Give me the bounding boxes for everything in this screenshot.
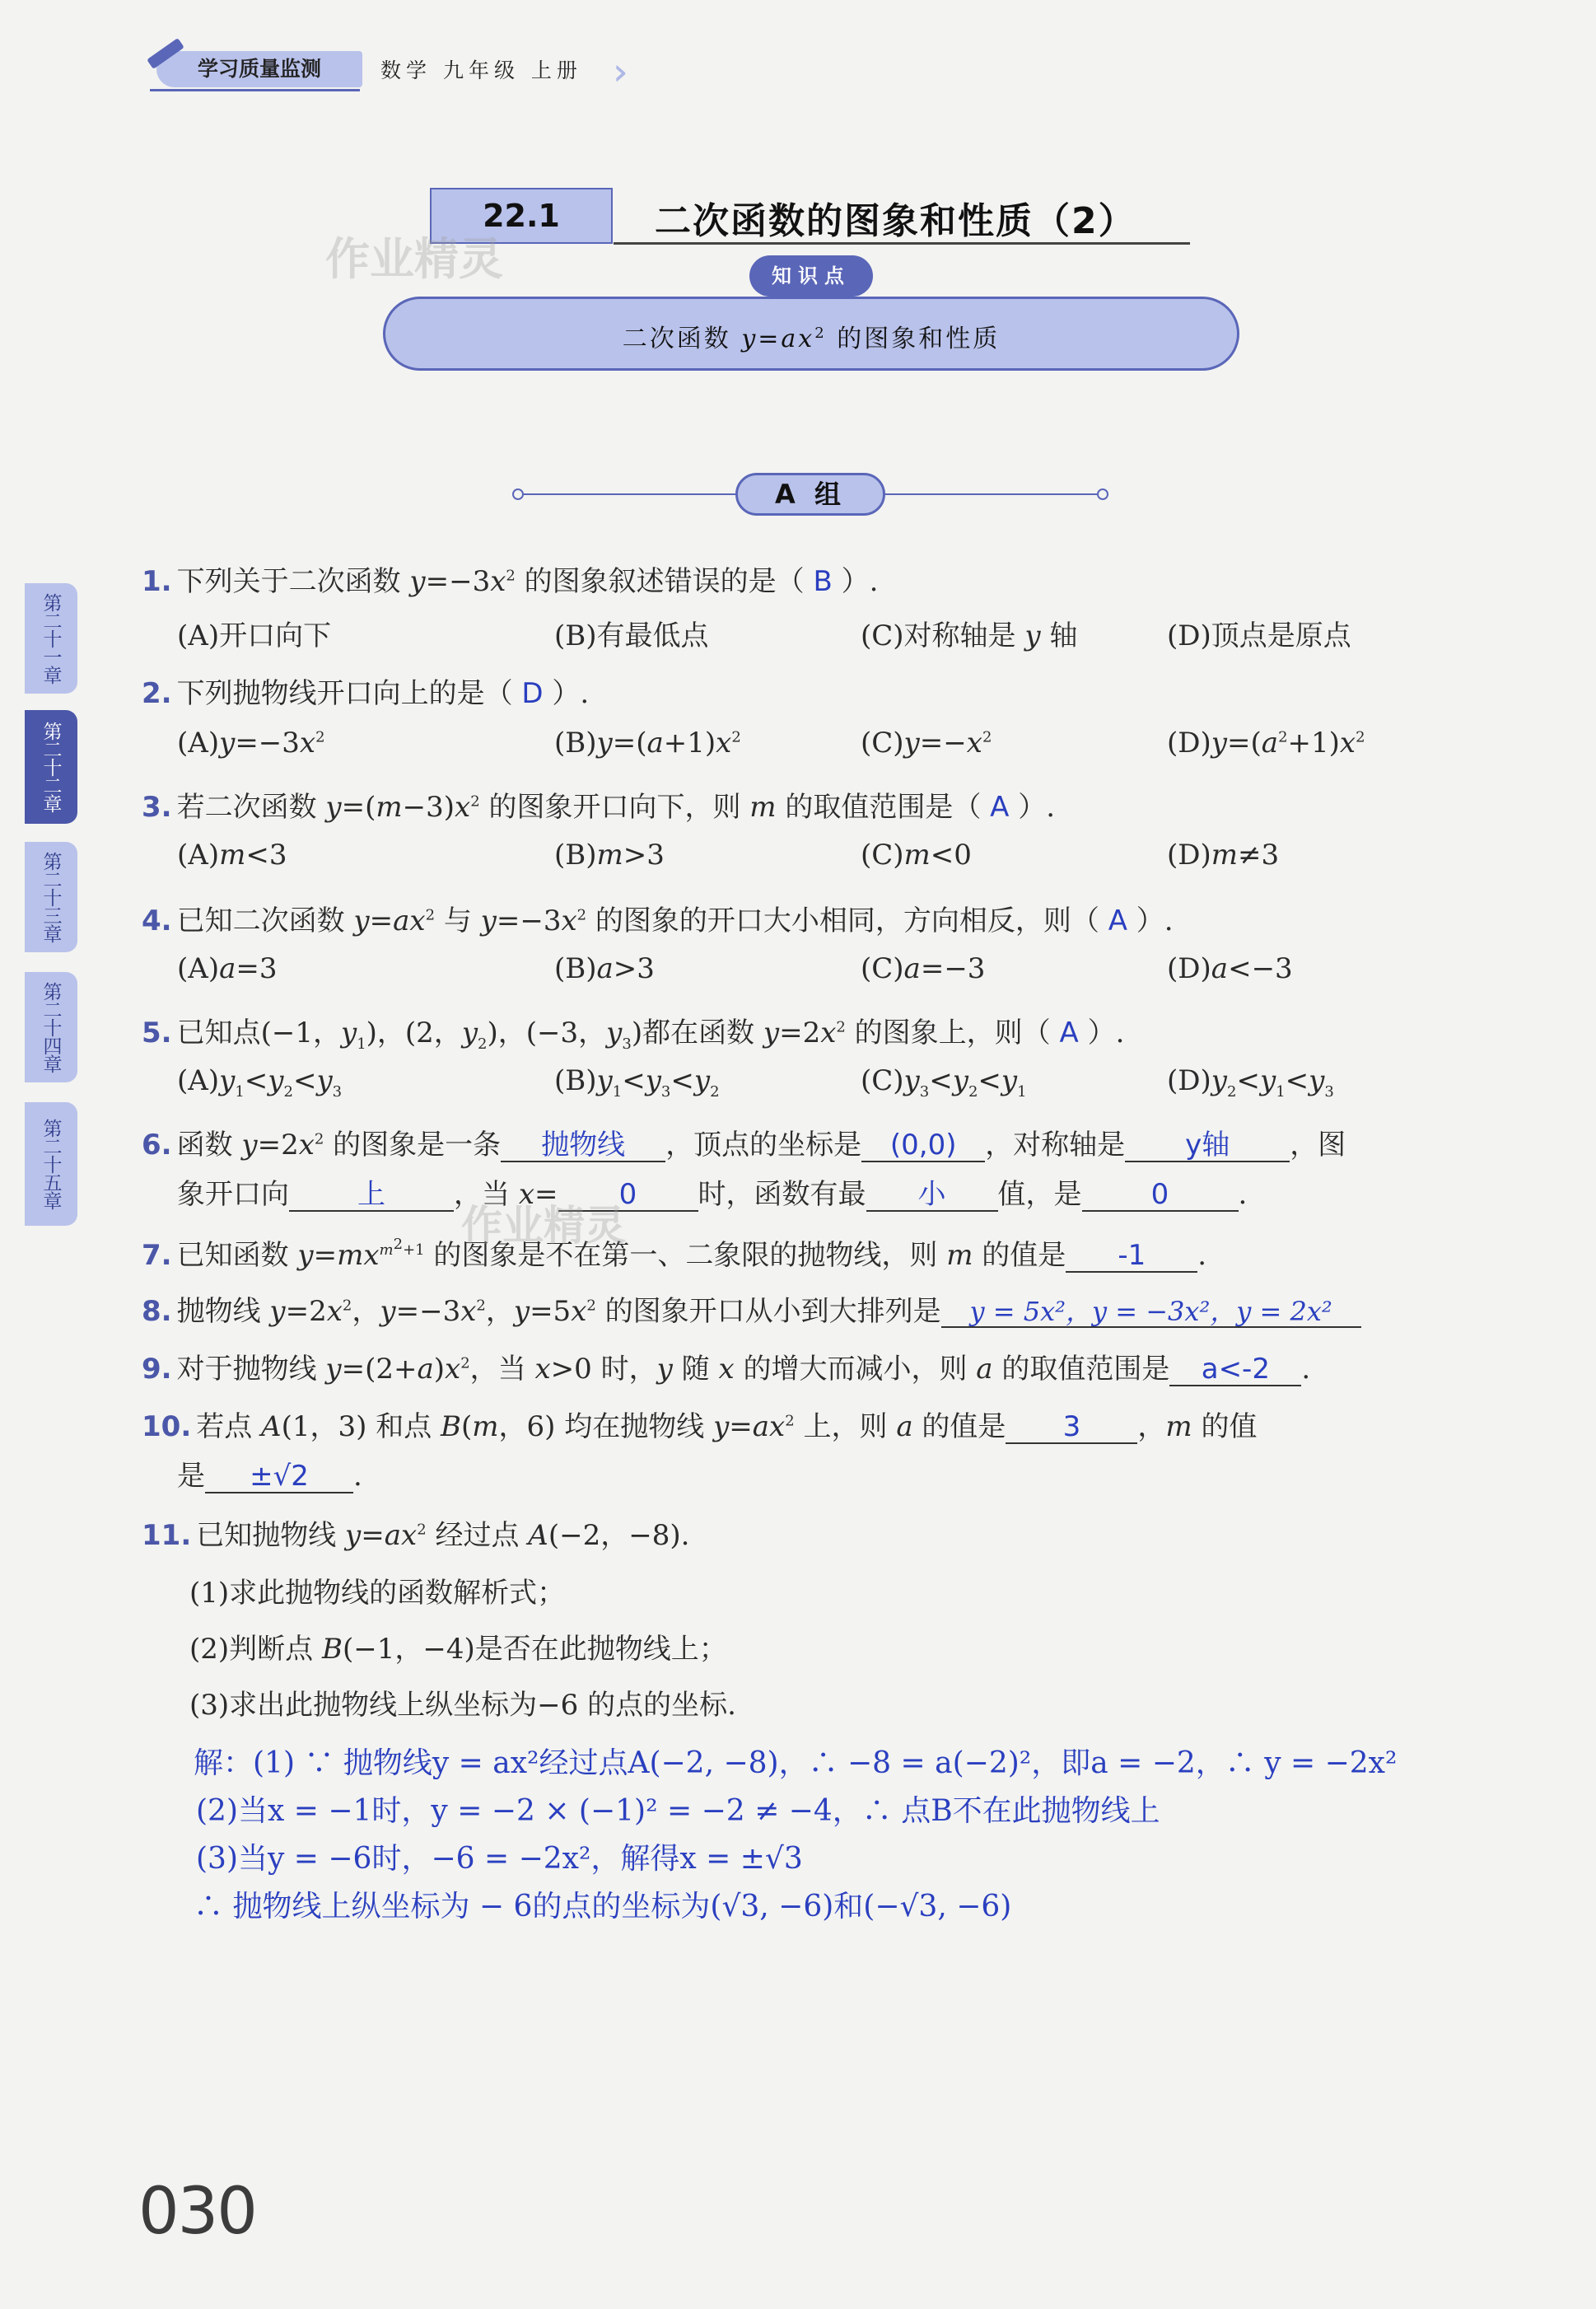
watermark: 作业精灵	[325, 233, 503, 285]
answer-5: A	[1059, 1017, 1079, 1049]
option-c: $(C)y=-x^2$	[861, 727, 992, 760]
blank-6-7: 0	[1082, 1180, 1239, 1212]
option-a: (A)开口向下	[177, 619, 332, 652]
tab-chapter-22[interactable]: 第二十二章	[25, 710, 77, 824]
blank-6-4: 上	[289, 1180, 454, 1212]
answer-4: A	[1108, 904, 1127, 937]
blank-6-5: 0	[558, 1180, 698, 1212]
answer-3: A	[990, 791, 1010, 824]
option-a: (A)m<3	[177, 839, 287, 872]
blank-10-2: ±√2	[205, 1461, 353, 1493]
question-2: 2. 下列抛物线开口向上的是（ D ）.	[142, 677, 590, 710]
solution-line-4: ∴ 抛物线上纵坐标为 − 6的点的坐标为(√3, −6)和(−√3, −6)	[194, 1890, 1012, 1923]
option-d: (D)顶点是原点	[1167, 619, 1351, 652]
tab-chapter-25[interactable]: 第二十五章	[25, 1102, 77, 1226]
divider-dot	[512, 488, 524, 500]
question-6: 6. 函数 $y=2x^2$ 的图象是一条 抛物线 ，顶点的坐标是 (0,0) ，对称轴是 y轴 ，图	[142, 1129, 1346, 1162]
tab-chapter-23[interactable]: 第二十三章	[25, 842, 77, 952]
divider-dot	[1097, 488, 1108, 500]
option-c: (C)m<0	[861, 839, 972, 872]
knowledge-tag: 知识点	[749, 255, 873, 297]
watermark: 作业精灵	[461, 1202, 626, 1250]
subject-label: 数学 九年级 上册	[380, 58, 582, 82]
option-d: (D)m≠3	[1167, 839, 1280, 872]
solution-line-3: (3)当y = −6时，−6 = −2x²，解得x = ±√3	[196, 1842, 803, 1876]
question-11-part-2: (2)判断点 B(−1，−4)是否在此抛物线上；	[189, 1633, 727, 1666]
header-underline	[150, 89, 360, 91]
option-b: (B)a>3	[554, 952, 655, 985]
answer-1: B	[813, 565, 833, 598]
option-c: (C)a=−3	[861, 952, 986, 985]
option-a: $(A)y=-3x^2$	[177, 727, 325, 760]
question-10: 10. 若点 A(1，3) 和点 B(m，6) 均在抛物线 $y=ax^2$ 上，则 a 的值是 3 ，m 的值	[142, 1410, 1258, 1443]
option-b: $(B)y=(a+1)x^2$	[554, 727, 741, 760]
page-number: 030	[138, 2175, 256, 2249]
option-d: $(D)y=(a^2+1)x^2$	[1167, 727, 1365, 760]
blank-6-2: (0,0)	[861, 1130, 985, 1162]
question-5: 5. 已知点(−1，$y_1$)，(2，$y_2$)，(−3，$y_3$)都在函数 $y=2x^2$ 的图象上，则（ A ）.	[142, 1017, 1125, 1053]
blank-6-3: y轴	[1125, 1130, 1290, 1162]
blank-8: y = 5x²，y = −3x²，y = 2x²	[941, 1297, 1361, 1328]
blank-7: -1	[1066, 1241, 1197, 1273]
option-b: (B)m>3	[554, 839, 665, 872]
tab-chapter-24[interactable]: 第二十四章	[25, 972, 77, 1082]
question-11-part-1: (1)求此抛物线的函数解析式；	[189, 1577, 566, 1610]
question-9: 9. 对于抛物线 $y=(2+a)x^2$，当 x>0 时，y 随 x 的增大而减小，则 a 的取值范围是 a<-2 .	[142, 1353, 1311, 1386]
option-d: (D)a<−3	[1167, 952, 1293, 985]
option-a: $(A)y_1<y_2<y_3$	[177, 1064, 343, 1101]
question-8: 8. 抛物线 $y=2x^2$，$y=-3x^2$，$y=5x^2$ 的图象开口从小到大排列是 y = 5x²，y = −3x²，y = 2x²	[142, 1288, 1361, 1329]
question-11-part-3: (3)求出此抛物线上纵坐标为−6 的点的坐标.	[189, 1689, 736, 1722]
group-label: A 组	[735, 473, 885, 516]
option-a: (A)a=3	[177, 952, 278, 985]
section-underline	[614, 242, 1190, 245]
option-d: $(D)y_2<y_1<y_3$	[1167, 1064, 1334, 1101]
blank-10-1: 3	[1006, 1412, 1137, 1444]
solution-line-2: (2)当x = −1时，y = −2 × (−1)² = −2 ≠ −4，∴ 点B不在此抛物线上	[196, 1794, 1160, 1828]
option-b: $(B)y_1<y_3<y_2$	[554, 1064, 720, 1101]
blank-6-6: 小	[866, 1180, 998, 1212]
section-title: 二次函数的图象和性质（2）	[655, 200, 1136, 242]
series-tag: 学习质量监测	[156, 51, 362, 87]
tab-chapter-21[interactable]: 第二十一章	[25, 583, 77, 694]
question-10-cont: 是 ±√2 .	[177, 1460, 362, 1493]
option-c: $(C)y_3<y_2<y_1$	[861, 1064, 1027, 1101]
answer-2: D	[521, 677, 544, 710]
question-4: 4. 已知二次函数 $y=ax^2$ 与 $y=-3x^2$ 的图象的开口大小相同，方向相反，则（ A ）.	[142, 904, 1174, 937]
blank-9: a<-2	[1169, 1354, 1301, 1386]
blank-6-1: 抛物线	[501, 1130, 665, 1162]
option-c: (C)对称轴是 y 轴	[861, 619, 1078, 652]
question-6-cont: 象开口向 上 ，当 x= 0 时，函数有最 小 值，是 0 .	[177, 1178, 1248, 1211]
question-3: 3. 若二次函数 $y=(m-3)x^2$ 的图象开口向下，则 m 的取值范围是（ A ）.	[142, 791, 1056, 824]
question-7: 7. 已知函数 $y=mx^{m^2+1}$ 的图象是不在第一、二象限的抛物线，则 m 的值是 -1 .	[142, 1235, 1207, 1272]
section-number: 22.1	[430, 188, 613, 244]
option-b: (B)有最低点	[554, 619, 709, 652]
question-11: 11. 已知抛物线 $y=ax^2$ 经过点 A(−2，−8).	[142, 1519, 690, 1552]
solution-line-1: 解：(1) ∵ 抛物线y = ax²经过点A(−2, −8)，∴ −8 = a(−2)²，即a = −2，∴ y = −2x²	[194, 1746, 1398, 1780]
question-1: 1. 下列关于二次函数 $y=-3x^2$ 的图象叙述错误的是（ B ）.	[142, 565, 879, 598]
knowledge-point: 二次函数 $y=ax^2$ 的图象和性质	[383, 297, 1239, 371]
